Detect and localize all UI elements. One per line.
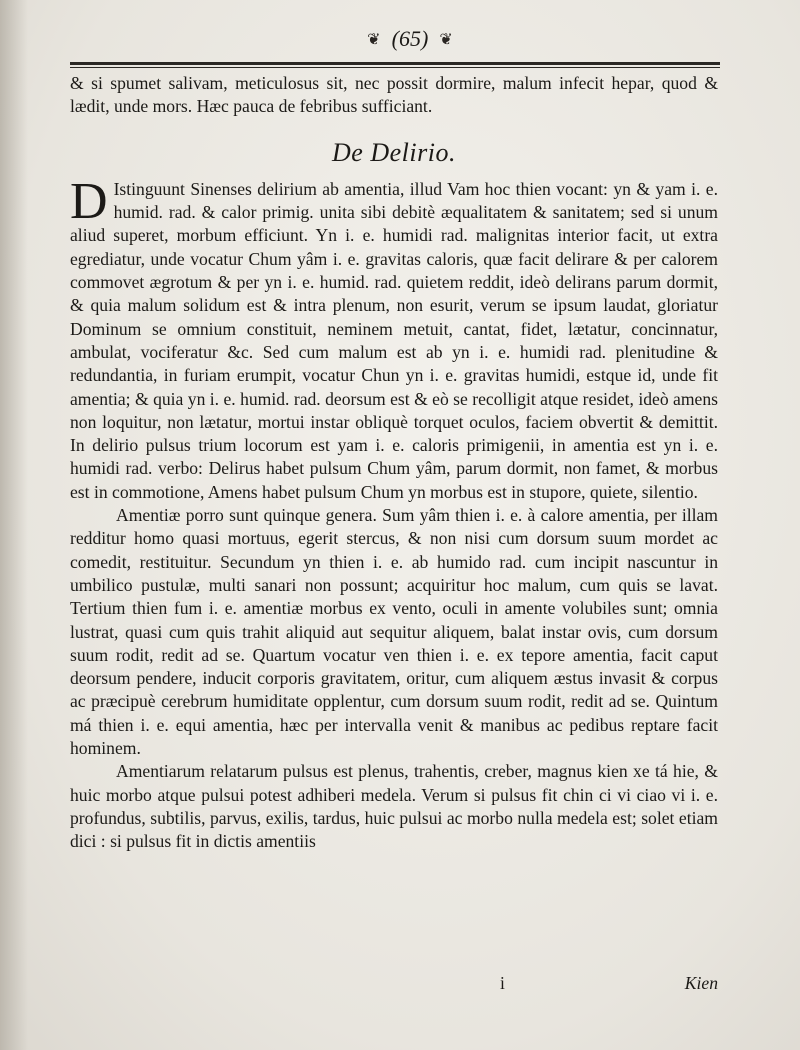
- page-edge-shadow: [0, 0, 28, 1050]
- page-text: [70, 72, 718, 854]
- intro-paragraph: & si spumet salivam, meticulosus sit, nec possit dormire, malum infecit hepar, quod & lædit, unde mors. Hæc pauca de febribus sufficiant.: [70, 73, 718, 117]
- drop-cap: D: [70, 172, 108, 230]
- paragraph-3: Amentiarum relatarum pulsus est plenus, trahentis, creber, magnus kien xe tá hie, & huic morbo atque pulsui potest adhiberi medela. Verum si pulsus fit chin ci vi ciao vi i. e. profundus, subtilis, parvus, exilis, tardus, huic pulsui ac morbo nulla medela est; solet etiam dici : si pulsus fit in dictis amentiis: [70, 761, 718, 852]
- page-number: (65): [391, 26, 429, 51]
- section-title: De Delirio.: [332, 137, 456, 167]
- page-header: [100, 26, 720, 60]
- header-rule-thin: [70, 67, 720, 68]
- header-rule-thick: [70, 62, 720, 65]
- paragraph-2: Amentiæ porro sunt quinque genera. Sum yâm thien i. e. à calore amentia, per illam redditur homo quasi mortuus, egerit stercus, & non nisi cum dorsum suum mordet ac comedit, restituitur. Secundum yn thien i. e. ab humido rad. cum incipit nascuntur in umbilico pustulæ, multi sanari non possunt; acquiritur hoc malum, cum quis se lavat. Tertium thien fum i. e. amentiæ morbus ex vento, oculi in amente volubiles sunt; omnia lustrat, quasi cum quis trahit aliquid aut sequitur aliquem, balat instar ovis, cum dorsum suum rodit, redit ad se. Quartum vocatur ven thien i. e. ex tepore amentia, facit caput deorsum pendere, inducit corporis gravitatem, oritur, cum aliquem æstus invasit & corpus ac præcipuè cerebrum humiditate opplentur, cum dorsum suum rodit, redit ad se. Quintum má thien i. e. equi amentia, hæc per intervalla venit & manibus ac pedibus reptare facit hominem.: [70, 505, 718, 759]
- catchword: Kien: [684, 973, 718, 993]
- ornament-left-icon: ❦: [367, 29, 381, 49]
- paragraph-1-text: Istinguunt Sinenses delirium ab amentia, illud Vam hoc thien vocant: yn & yam i. e. humid. rad. & calor primig. unita sibi debitè æqualitatem & sanitatem; sed si unum aliud superet, morbum efficiunt. Yn i. e. humidi rad. malignitas interior facit, ut extra egrediatur, unde vocatur Chum yâm i. e. gravitas caloris, quæ facit delirare & per calorem commovet ægrotum & per yn i. e. humid. rad. quietem reddit, ideò delirans parum dormit, & quia malum solidum est & intra plenum, non esurit, verum se ipsum laudat, gloriatur Dominum se omnium constituit, neminem metuit, cantat, fidet, lætatur, concinnatur, ambulat, vociferatur &c. Sed cum malum est ab yn i. e. humidi rad. plenitudine & redundantia, in furiam erumpit, vocatur Chun yn i. e. gravitas humidi, estque id, unde fit amentia; & quia yn i. e. humid. rad. deorsum est & eò se recolligit atque residet, ideò amens non loquitur, non lætatur, mortui instar obliquè torquet oculos, faciem obvertit & demittit. In delirio pulsus trium locorum est yam i. e. caloris primigenii, in amentia est yn i. e. humidi rad. verbo: Delirus habet pulsum Chum yâm, parum dormit, non famet, & morbus est in commotione, Amens habet pulsum Chum yn morbus est in stupore, quiete, silentio.: [70, 178, 718, 502]
- signature-mark: i: [500, 973, 505, 993]
- page-footer: [70, 973, 718, 999]
- ornament-right-icon: ❦: [439, 29, 453, 49]
- paragraph-1: [70, 172, 718, 504]
